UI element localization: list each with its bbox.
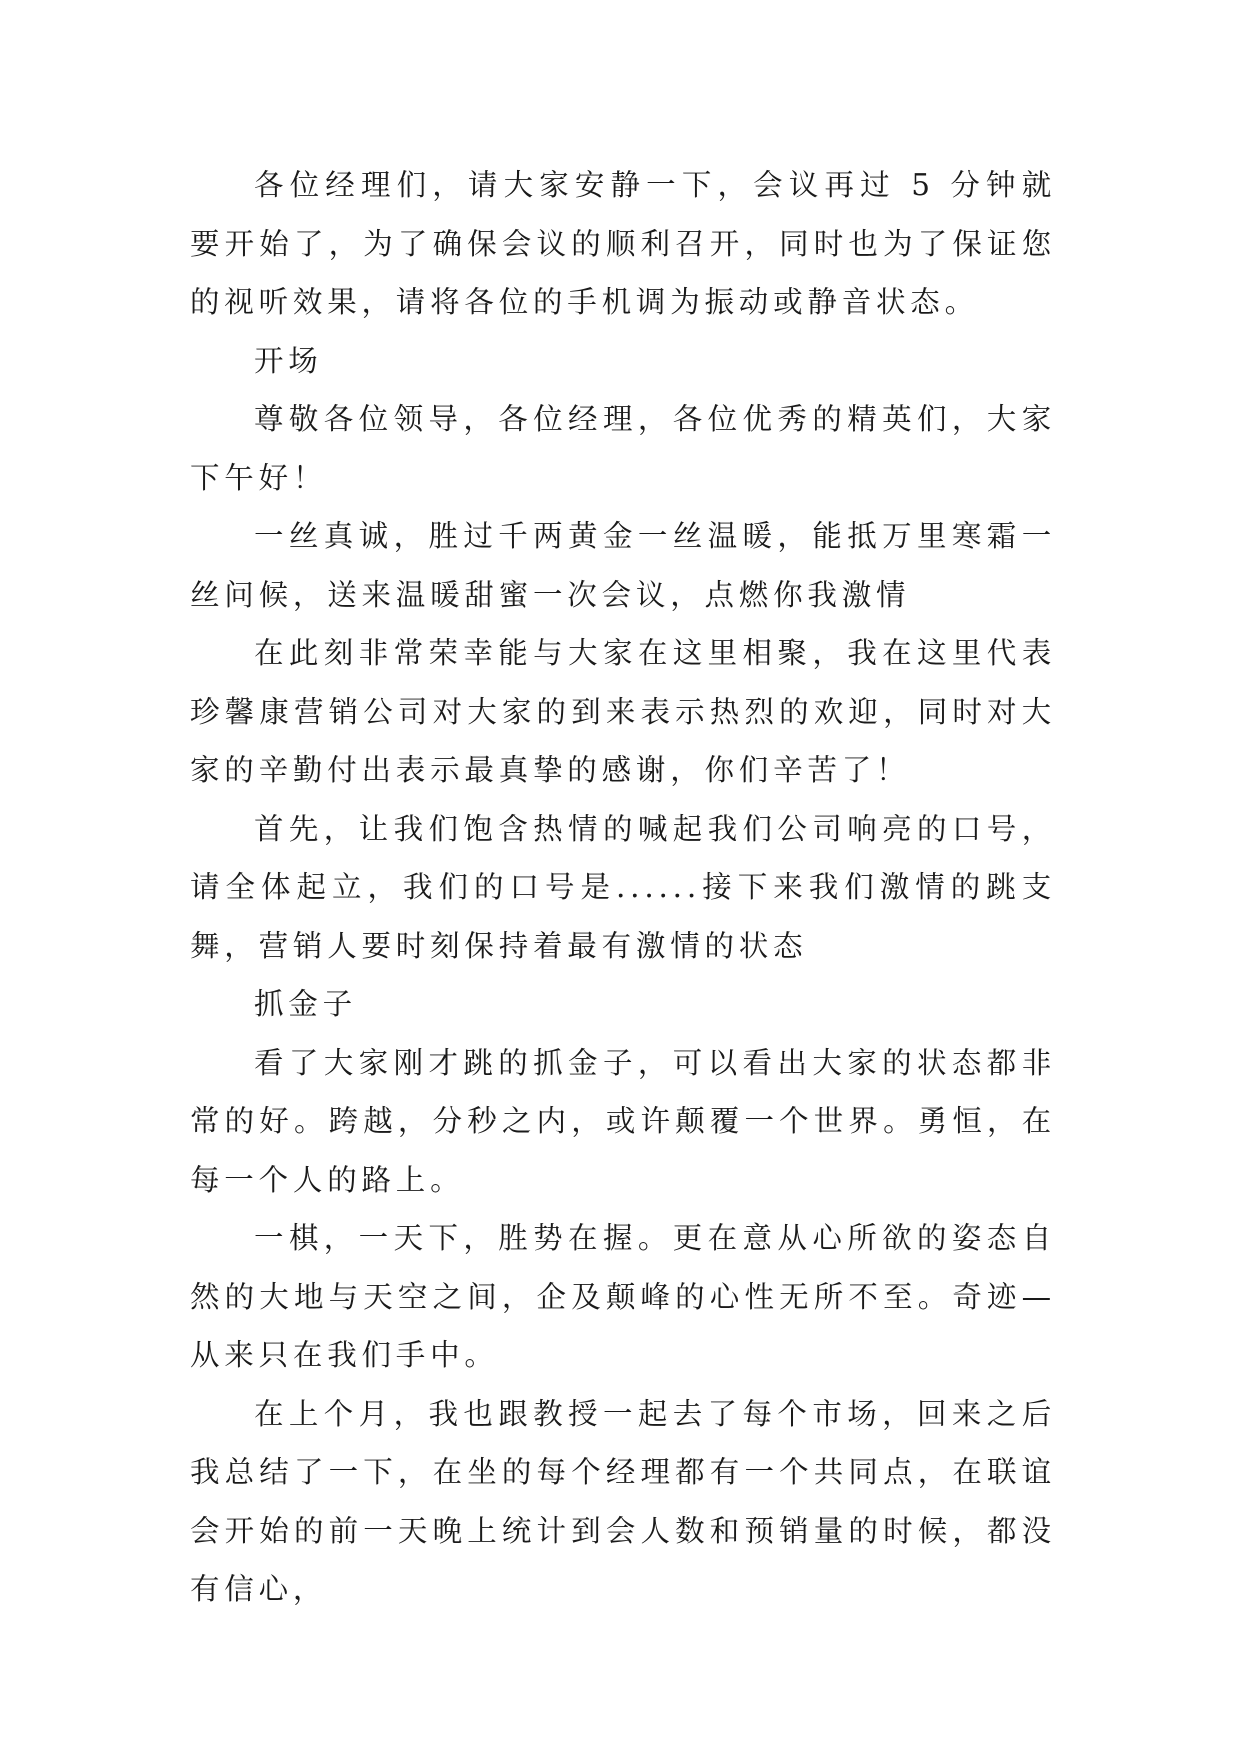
- paragraph-last-month: 在上个月，我也跟教授一起去了每个市场，回来之后我总结了一下，在坐的每个经理都有一个共同点，在联谊会开始的前一天晚上统计到会人数和预销量的时候，都没有信心，: [190, 1396, 1056, 1606]
- paragraph-sincerity: 一丝真诚，胜过千两黄金一丝温暖，能抵万里寒霜一丝问候，送来温暖甜蜜一次会议，点燃你我激情: [190, 519, 1056, 612]
- paragraph-chess: 一棋，一天下，胜势在握。更在意从心所欲的姿态自然的大地与天空之间，企及颠峰的心性无所不至。奇迹—从来只在我们手中。: [190, 1221, 1056, 1372]
- section-heading-zhuajinzi: 抓金子: [254, 987, 357, 1021]
- paragraph-greeting: 尊敬各位领导，各位经理，各位优秀的精英们，大家下午好！: [190, 402, 1056, 495]
- paragraph-opening-notice: 各位经理们，请大家安静一下，会议再过 5 分钟就要开始了，为了确保会议的顺利召开，同时也为了保证您的视听效果，请将各位的手机调为振动或静音状态。: [190, 168, 1056, 319]
- document-body: [190, 156, 1056, 1619]
- section-heading-kaichang: 开场: [254, 343, 323, 378]
- paragraph-slogan: 首先，让我们饱含热情的喊起我们公司响亮的口号，请全体起立，我们的口号是......接下来我们激情的跳支舞，营销人要时刻保持着最有激情的状态: [190, 811, 1056, 963]
- paragraph-dance-review: 看了大家刚才跳的抓金子，可以看出大家的状态都非常的好。跨越，分秒之内，或许颠覆一个世界。勇恒，在每一个人的路上。: [190, 1045, 1056, 1197]
- paragraph-welcome: 在此刻非常荣幸能与大家在这里相聚，我在这里代表珍馨康营销公司对大家的到来表示热烈的欢迎，同时对大家的辛勤付出表示最真挚的感谢，你们辛苦了！: [190, 636, 1056, 787]
